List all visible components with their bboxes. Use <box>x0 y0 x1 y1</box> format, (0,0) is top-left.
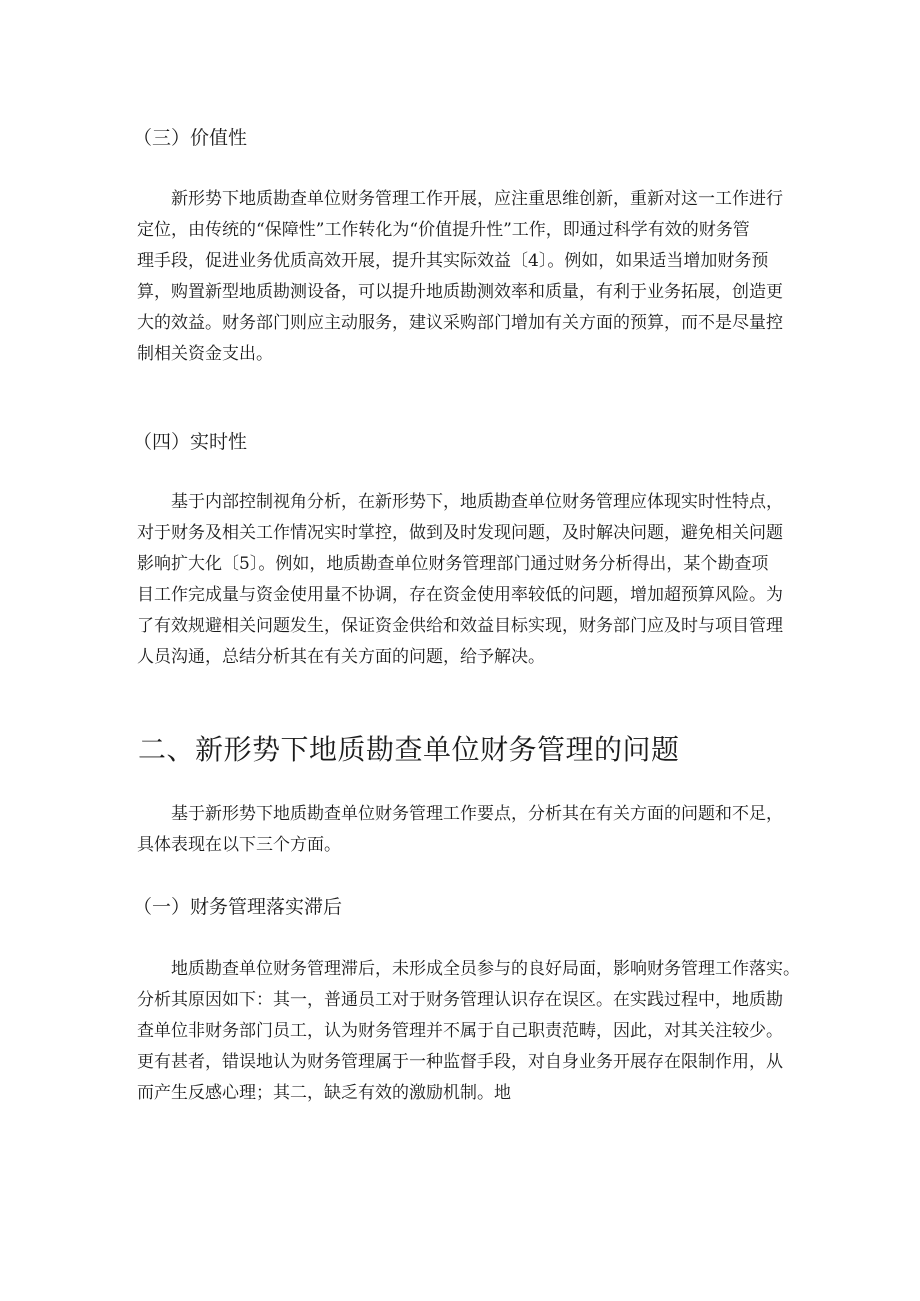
paragraph-line: 新形势下地质勘查单位财务管理工作开展，应注重思维创新，重新对这一工作进行 <box>171 189 783 209</box>
paragraph-line: 影响扩大化〔5〕。例如，地质勘查单位财务管理部门通过财务分析得出，某个勘查项 <box>137 554 769 574</box>
section-heading-realtime: （四）实时性 <box>133 431 248 453</box>
paragraph-line: 制相关资金支出。 <box>137 344 273 364</box>
paragraph-line: 了有效规避相关问题发生，保证资金供给和效益目标实现，财务部门应及时与项目管理 <box>137 616 783 636</box>
paragraph-line: 目工作完成量与资金使用量不协调，存在资金使用率较低的问题，增加超预算风险。为 <box>137 585 783 605</box>
section-heading-value: （三）价值性 <box>133 127 248 149</box>
paragraph-line: 基于内部控制视角分析，在新形势下，地质勘查单位财务管理应体现实时性特点， <box>171 492 783 512</box>
paragraph-line: 理手段，促进业务优质高效开展，提升其实际效益〔4〕。例如，如果适当增加财务预 <box>137 251 769 271</box>
paragraph-line: 分析其原因如下：其一，普通员工对于财务管理认识存在误区。在实践过程中，地质勘 <box>137 990 783 1010</box>
paragraph-line: 具体表现在以下三个方面。 <box>137 835 341 855</box>
subsection-paragraph <box>137 954 837 1109</box>
chapter-heading: 二、新形势下地质勘查单位财务管理的问题 <box>138 733 680 766</box>
paragraph-line: 更有甚者，错误地认为财务管理属于一种监督手段，对自身业务开展存在限制作用，从 <box>137 1052 783 1072</box>
paragraph-line: 大的效益。财务部门则应主动服务，建议采购部门增加有关方面的预算，而不是尽量控 <box>137 313 783 333</box>
paragraph-line: 人员沟通，总结分析其在有关方面的问题，给予解决。 <box>137 647 545 667</box>
paragraph-line: 对于财务及相关工作情况实时掌控，做到及时发现问题，及时解决问题，避免相关问题 <box>137 523 783 543</box>
paragraph-line: 地质勘查单位财务管理滞后，未形成全员参与的良好局面，影响财务管理工作落实。 <box>171 959 800 979</box>
paragraph-realtime <box>137 487 797 673</box>
chapter-intro <box>137 799 797 861</box>
subsection-heading: （一）财务管理落实滞后 <box>133 896 343 918</box>
paragraph-line: 基于新形势下地质勘查单位财务管理工作要点，分析其在有关方面的问题和不足， <box>171 804 783 824</box>
paragraph-value <box>137 184 797 370</box>
paragraph-line: 算，购置新型地质勘测设备，可以提升地质勘测效率和质量，有利于业务拓展，创造更 <box>137 282 783 302</box>
paragraph-line: 而产生反感心理；其二，缺乏有效的激励机制。地 <box>137 1083 511 1103</box>
paragraph-line: 查单位非财务部门员工，认为财务管理并不属于自己职责范畴，因此，对其关注较少。 <box>137 1021 783 1041</box>
paragraph-line: 定位，由传统的“保障性”工作转化为“价值提升性”工作，即通过科学有效的财务管 <box>137 220 750 240</box>
